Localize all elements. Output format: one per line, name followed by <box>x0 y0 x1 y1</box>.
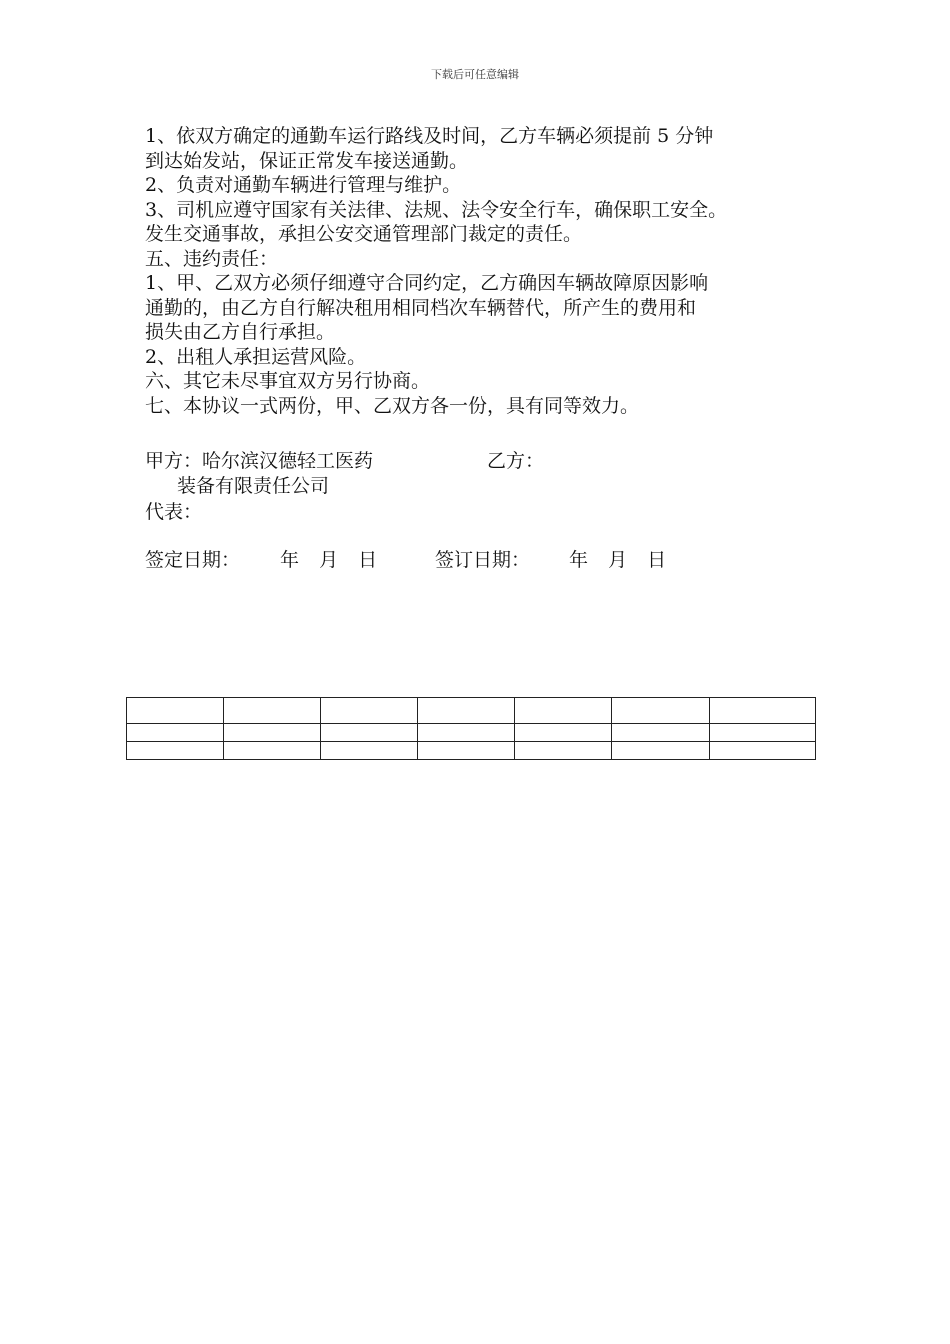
clause-line: 3、司机应遵守国家有关法律、法规、法令安全行车，确保职工安全。 <box>145 198 728 221</box>
table-cell <box>710 724 816 742</box>
year-label: 年 <box>280 549 300 571</box>
clause-line: 2、负责对通勤车辆进行管理与维护。 <box>145 174 462 196</box>
representative-label: 代表： <box>145 501 203 523</box>
table-cell <box>710 698 816 724</box>
clause-line: 通勤的，由乙方自行解决租用相同档次车辆替代，所产生的费用和 <box>145 296 697 319</box>
sign-date-a-label: 签定日期： <box>145 549 241 571</box>
page-header-note: 下载后可任意编辑 <box>431 68 519 81</box>
section-heading-copies: 七、本协议一式两份，甲、乙双方各一份，具有同等效力。 <box>145 394 640 417</box>
table-cell <box>612 698 710 724</box>
clause-line: 损失由乙方自行承担。 <box>145 321 336 343</box>
table-cell <box>418 724 515 742</box>
table-row <box>127 742 816 760</box>
table-cell <box>224 724 321 742</box>
month-label: 月 <box>319 549 339 571</box>
empty-grid-table <box>126 697 816 760</box>
table-cell <box>515 724 612 742</box>
table-row <box>127 724 816 742</box>
table-cell <box>418 742 515 760</box>
table-cell <box>710 742 816 760</box>
day-label: 日 <box>358 549 378 571</box>
table-cell <box>321 698 418 724</box>
table-cell <box>321 742 418 760</box>
table-row <box>127 698 816 724</box>
clause-line: 1、依双方确定的通勤车运行路线及时间，乙方车辆必须提前 5 分钟 <box>145 125 714 147</box>
clause-line: 2、出租人承担运营风险。 <box>145 345 367 368</box>
clause-line: 到达始发站，保证正常发车接送通勤。 <box>145 149 469 172</box>
sign-date-b-fields <box>569 548 666 572</box>
table-cell <box>224 698 321 724</box>
clause-line: 发生交通事故，承担公安交通管理部门裁定的责任。 <box>145 223 583 245</box>
table-cell <box>127 698 224 724</box>
day-label: 日 <box>647 549 667 571</box>
year-label: 年 <box>569 549 589 571</box>
table-cell <box>515 698 612 724</box>
table-cell <box>127 742 224 760</box>
party-a-name-continued: 装备有限责任公司 <box>177 475 330 497</box>
table-cell <box>612 724 710 742</box>
table-cell <box>321 724 418 742</box>
table-cell <box>127 724 224 742</box>
clause-line: 1、甲、乙双方必须仔细遵守合同约定，乙方确因车辆故障原因影响 <box>145 272 709 294</box>
month-label: 月 <box>608 549 628 571</box>
sign-date-a-fields <box>280 548 377 572</box>
sign-date-b-label: 签订日期： <box>435 549 531 571</box>
table-cell <box>515 742 612 760</box>
section-heading-breach: 五、违约责任： <box>145 247 279 270</box>
party-a-name: 甲方：哈尔滨汉德轻工医药 <box>145 450 374 472</box>
table-cell <box>418 698 515 724</box>
contract-body <box>145 124 845 418</box>
table-cell <box>224 742 321 760</box>
table-cell <box>612 742 710 760</box>
party-b-label: 乙方： <box>487 450 545 472</box>
section-heading-other: 六、其它未尽事宜双方另行协商。 <box>145 370 431 392</box>
